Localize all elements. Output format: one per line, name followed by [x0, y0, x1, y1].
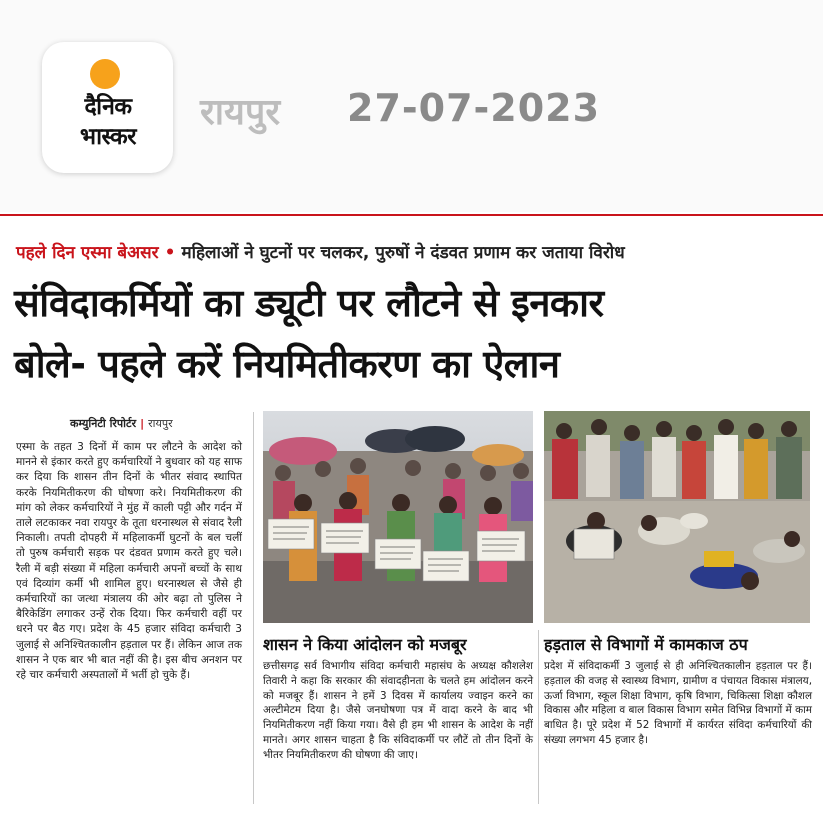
byline-city: रायपुर [148, 417, 173, 430]
subhead-col3: हड़ताल से विभागों में कामकाज ठप [544, 635, 748, 654]
masthead [0, 0, 823, 212]
article-body-col3: प्रदेश में संविदाकर्मी 3 जुलाई से ही अनिश्चितकालीन हड़ताल पर हैं। हड़ताल की वजह से स्वास्थ्य विभाग, ग्रामीण व पंचायत विकास मंत्रालय, ऊर्जा विभाग, स्कूल शिक्षा विभाग, कृषि विभाग, चिकित्सा शिक्षा कौशल विकास और महिला व बाल विकास विभाग समेत विभिन्न विभागों में काम बाधित है। पूरे प्रदेश में 52 विभागों में कार्यरत संविदा कर्मचारियों की संख्या लगभग 45 हजार है। [544, 660, 812, 746]
kicker-highlight: पहले दिन एस्मा बेअसर [16, 243, 159, 263]
byline-reporter: कम्युनिटी रिपोर्टर [70, 417, 137, 430]
article-body-col2: छत्तीसगढ़ सर्व विभागीय संविदा कर्मचारी महासंघ के अध्यक्ष कौशलेश तिवारी ने कहा कि सरकार की संवादहीनता के चलते हम आंदोलन करने को मजबूर हैं। शासन ने हमें 3 दिवस में कार्यालय ज्वाइन करने का अल्टीमेटम दिया है। जैसे जनघोषणा पत्र में वादा करने के बाद भी नियमितीकरण नहीं किया गया। वैसे ही हम भी शासन के आदेश के नहीं मानते। अगर शासन चाहता है कि संविदाकर्मी पर लौटें तो तीन दिनों के भीतर नियमितीकरण की घोषणा की जाए। [263, 660, 533, 761]
kicker-text: महिलाओं ने घुटनों पर चलकर, पुरुषों ने दंडवत प्रणाम कर जताया विरोध [181, 243, 625, 263]
logo-text-line2: भास्कर [79, 124, 137, 150]
column-divider [253, 412, 254, 804]
article-body-col1: एस्मा के तहत 3 दिनों में काम पर लौटने के आदेश को मानने से इंकार करते हुए कर्मचारियों ने बुधवार को यह साफ कर दिया कि शासन तीन दिनों के भीतर संवाद स्थापित करके नियमितीकरण की घोषणा करे। नियमितीकरण की मांग को लेकर कर्मचारियों ने मुंह में काली पट्टी और गर्दन में ताले लटकाकर नवा रायपुर के तूता धरनास्थल से संवाद रैली निकाली। तपती दोपहरी में महिलाकर्मी घुटनों के बल चलीं तो पुरुष कर्मचारी सड़क पर दंडवत प्रणाम करते हुए चले। रैली में बड़ी संख्या में महिला कर्मचारी अपनों बच्चों के साथ एवं दिव्यांग कर्मी भी शामिल हुए। धरनास्थल से जैसे ही कर्मचारियों का जत्था मंत्रालय की ओर बढ़ा तो पुलिस ने बैरिकेडिंग लगाकर उन्हें रोक दिया। फिर कर्मचारी वहीं पर धरने पर बैठ गए। प्रदेश के 45 हजार संविदा कर्मचारी 3 जुलाई से अनिश्चितकालीन हड़ताल पर हैं। लेकिन आज तक शासन ने एक बार भी बात नहीं की है। इस बीच अनशन पर रहे चार कर्मचारी अस्पतालों में भर्ती हो चुके हैं। [16, 441, 242, 682]
headline-line2: बोले- पहले करें नियमितीकरण का ऐलान [14, 342, 560, 386]
logo-text-line1: दैनिक [84, 94, 132, 120]
photo-men-dandvat [544, 411, 810, 623]
header-rule [0, 214, 823, 216]
article-kicker [16, 240, 816, 266]
byline-separator: | [140, 417, 145, 430]
subhead-col2: शासन ने किया आंदोलन को मजबूर [263, 635, 467, 654]
edition-date: 27-07-2023 [347, 86, 601, 130]
newspaper-logo [42, 42, 173, 173]
headline-line1: संविदाकर्मियों का ड्यूटी पर लौटने से इनकार [14, 281, 604, 325]
column-divider [538, 630, 539, 804]
kicker-bullet: • [164, 243, 176, 263]
photo-women-protest [263, 411, 533, 623]
byline [70, 416, 173, 431]
edition-city: रायपुर [200, 92, 281, 133]
sun-logo-icon [90, 59, 120, 89]
